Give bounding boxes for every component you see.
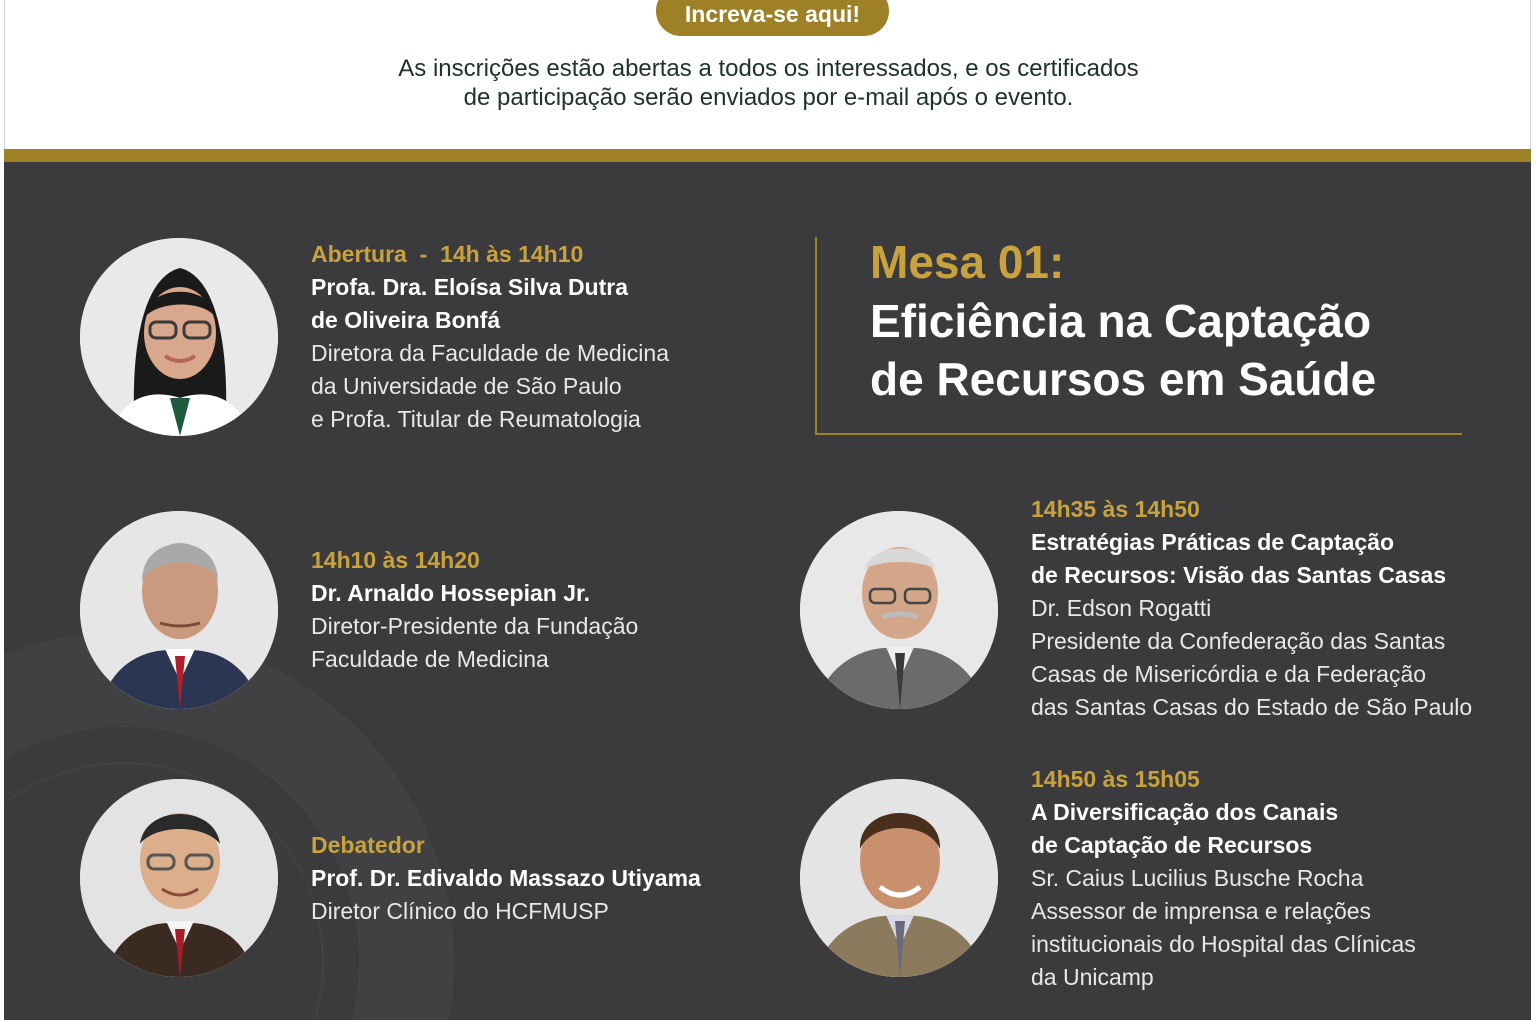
speaker-role: da Universidade de São Paulo bbox=[311, 373, 622, 399]
talk-speaker-role: Assessor de imprensa e relações bbox=[1031, 898, 1372, 924]
speaker-role: Faculdade de Medicina bbox=[311, 646, 549, 672]
speaker-role: e Profa. Titular de Reumatologia bbox=[311, 406, 641, 432]
register-button[interactable]: Increva-se aqui! bbox=[656, 0, 889, 36]
talk-time: 14h35 às 14h50 bbox=[1031, 496, 1200, 522]
speaker-edivaldo bbox=[311, 829, 701, 928]
mesa-frame-vertical bbox=[815, 237, 817, 435]
talk-time: 14h50 às 15h05 bbox=[1031, 766, 1200, 792]
talk-title: A Diversificação dos Canais bbox=[1031, 799, 1339, 825]
talk-title: Estratégias Práticas de Captação bbox=[1031, 529, 1395, 555]
talk-speaker-role: das Santas Casas do Estado de São Paulo bbox=[1031, 694, 1473, 720]
speaker-time: 14h10 às 14h20 bbox=[311, 547, 480, 573]
speaker-name: Dr. Arnaldo Hossepian Jr. bbox=[311, 580, 591, 606]
speaker-photo-caius bbox=[800, 779, 998, 977]
talk-title: de Recursos: Visão das Santas Casas bbox=[1031, 562, 1447, 588]
speaker-name: de Oliveira Bonfá bbox=[311, 307, 501, 333]
speaker-role: Diretor-Presidente da Fundação bbox=[311, 613, 639, 639]
speaker-photo-edson bbox=[800, 511, 998, 709]
speaker-photo-arnaldo bbox=[80, 511, 278, 709]
talk-speaker: Sr. Caius Lucilius Busche Rocha bbox=[1031, 865, 1364, 891]
registration-notice-line-2: de participação serão enviados por e-mail após o evento. bbox=[463, 84, 1074, 111]
mesa-title: Mesa 01: bbox=[870, 236, 1065, 288]
speaker-name: Prof. Dr. Edivaldo Massazo Utiyama bbox=[311, 865, 701, 891]
talk-speaker-role: Casas de Misericórdia e da Federação bbox=[1031, 661, 1427, 687]
speaker-role: Diretora da Faculdade de Medicina bbox=[311, 340, 669, 366]
mesa-subtitle-line: Eficiência na Captação bbox=[870, 295, 1372, 347]
talk-diversificacao bbox=[1031, 763, 1416, 994]
speaker-role: Diretor Clínico do HCFMUSP bbox=[311, 898, 609, 924]
speaker-arnaldo bbox=[311, 544, 638, 676]
registration-notice-line-1: As inscrições estão abertas a todos os interessados, e os certificados bbox=[398, 55, 1139, 82]
speaker-time: Abertura - 14h às 14h10 bbox=[311, 241, 584, 267]
mesa-subtitle bbox=[870, 292, 1376, 408]
speaker-photo-edivaldo bbox=[80, 779, 278, 977]
mesa-subtitle-line: de Recursos em Saúde bbox=[870, 353, 1377, 405]
program-section bbox=[4, 162, 1531, 1020]
gold-divider bbox=[4, 149, 1531, 162]
talk-title: de Captação de Recursos bbox=[1031, 832, 1313, 858]
mesa-frame-horizontal bbox=[815, 433, 1462, 435]
talk-speaker-role: institucionais do Hospital das Clínicas bbox=[1031, 931, 1416, 957]
speaker-eloisa bbox=[311, 238, 669, 436]
talk-speaker-role: da Unicamp bbox=[1031, 964, 1154, 990]
speaker-photo-eloisa bbox=[80, 238, 278, 436]
talk-santas-casas bbox=[1031, 493, 1472, 724]
registration-header bbox=[4, 0, 1531, 149]
speaker-role-label: Debatedor bbox=[311, 832, 425, 858]
talk-speaker: Dr. Edson Rogatti bbox=[1031, 595, 1212, 621]
talk-speaker-role: Presidente da Confederação das Santas bbox=[1031, 628, 1446, 654]
speaker-name: Profa. Dra. Eloísa Silva Dutra bbox=[311, 274, 629, 300]
